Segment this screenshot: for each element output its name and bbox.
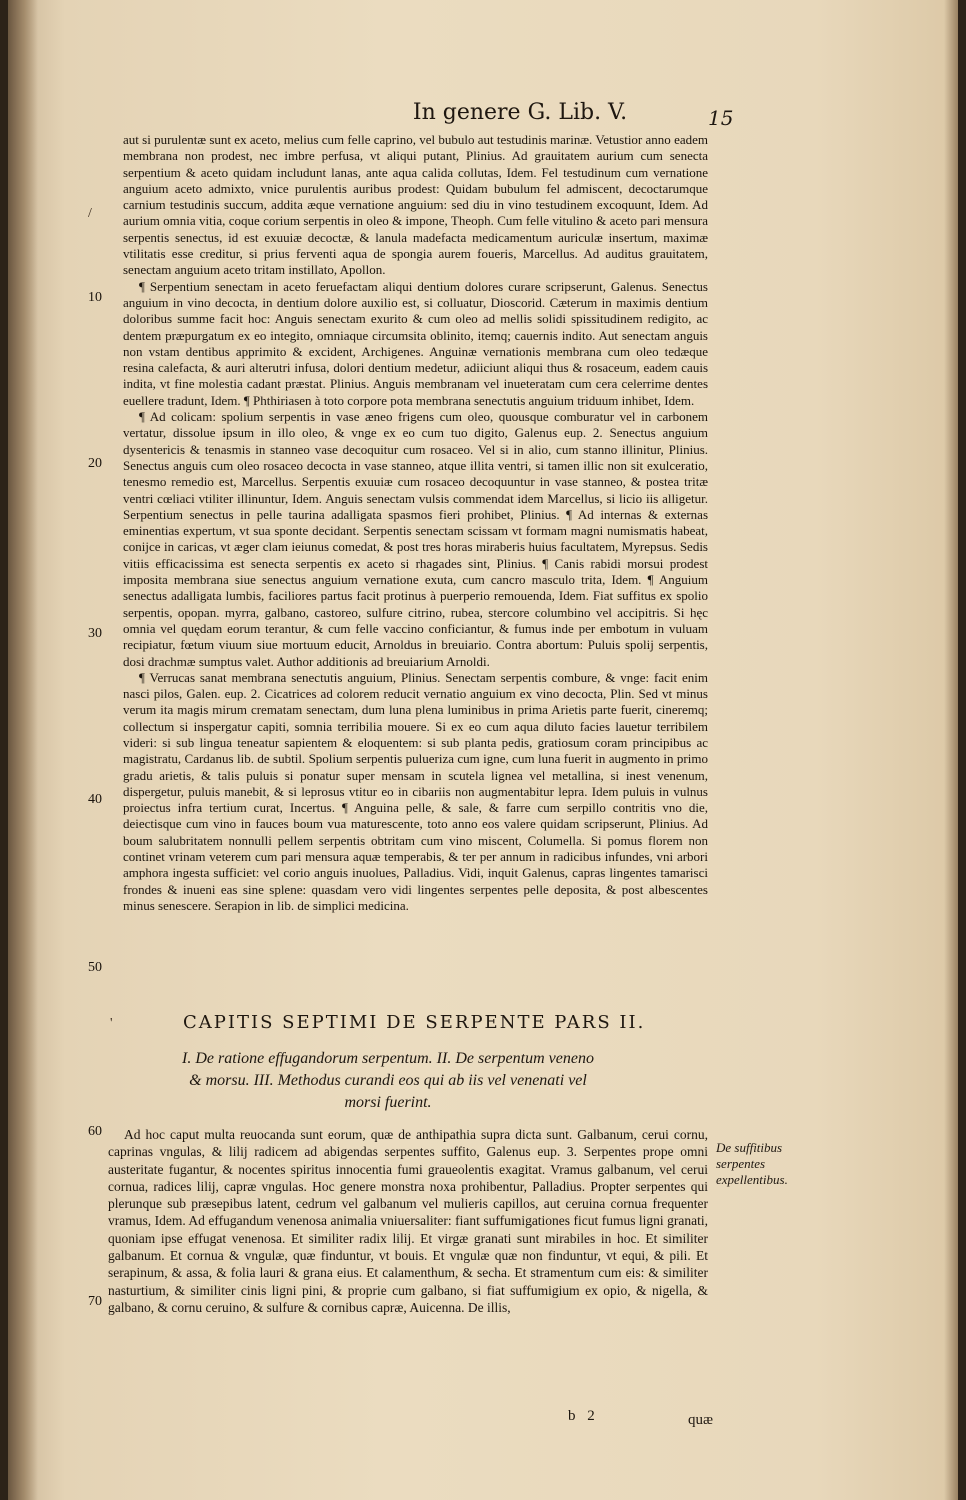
chapter-text <box>108 1126 708 1316</box>
margin-mark: / <box>88 206 92 221</box>
book-page <box>8 0 958 1500</box>
line-number-70: 70 <box>88 1294 102 1309</box>
paragraph-warts-remedies: ¶ Verrucas sanat membrana senectutis anguium, Plinius. Senectam serpentis combure, & vnge: facit enim nasci pilos, Galen. eup. 2. Cicatrices ad colorem reducit vernatio anguium ex vino decocta, Plin. Sed vt minus verum ita magis mirum crematam senectam, dum luna plena luminibus in prima Arietis parte fuerit, cineremq; collectum si inspergatur capiti, somnia terribilia mouere. Si ex eo cum aqua diluto facies lauetur terribilem videri: si sub lingua teneatur sapientem & eloquentem: si sub planta pedis, gratiosum coram principibus ac magistratu, Cardanus lib. de subtil. Spolium serpentis pulueriza cum igne, cum luna fuerit in augmento in primo gradu arietis, & talis puluis si ponatur super mensam in scutela lignea vel metallina, si inest venenum, dispergetur, puluis manebit, & si leprosus vtitur eo in cibariis non augmentabitur lepra. Idem puluis in vulnus proiectus infra tertium curat, Incertus. ¶ Anguina pelle, & sale, & farre cum serpillo contritis vno die, deiectisque cum vino in fauces boum vua maturescente, toto anno eos valere quidam scripserunt, Plinius. Ad boum salubritatem nonnulli pellem serpentis obtritam cum vino miscent, Columella. Si pomus florem non continet vrinam veterem cum pari mensura aquæ temperabis, & ter per annum in radicibus infundes, vni arbori amphora ingesta sufficiet: vel corio anguis inuolues, Palladius. Vidi, inquit Galenus, capras lingentes tamarisci frondes & inueni eas sine splene: quasdam vero vidi lingentes serpentes pelle deposita, & post albescentes minus senescere. Serapion in lib. de simplici medicina. <box>123 669 708 913</box>
running-header: In genere G. Lib. V. <box>412 100 628 125</box>
page-edge <box>944 0 958 1500</box>
chapter-heading: CAPITIS SEPTIMI DE SERPENTE PARS II. <box>183 1012 646 1033</box>
chapter-subtitle: I. De ratione effugandorum serpentum. II. De serpentum veneno & morsu. III. Methodus curandi eos qui ab iis vel venenati vel morsi fuerint. <box>182 1050 594 1111</box>
line-number-60: 60 <box>88 1124 102 1139</box>
line-number-10: 10 <box>88 290 102 305</box>
line-number-30: 30 <box>88 626 102 641</box>
paragraph-fumigation: Ad hoc caput multa reuocanda sunt eorum, quæ de anthipathia supra dicta sunt. Galbanum, cerui cornu, caprinas vngulas, & lilij radicem ad abigendas serpentes suffito, Galenus eup. 3. Serpentes prope omni austeritate fugantur, & nocentes spiritus innocentia fumi graueolentis exagitat. Vramus galbanum, vel cerui cornua, radices lilij, capræ vngulas. Hoc genere monstra noxa prohibentur, Palladius. Propter serpentes qui plerunque sub præsepibus latent, cedrum vel galbanum vel mulieris capillos, aut ceruina cornua frequenter vramus, Idem. Ad effugandum venenosa animalia vniuersaliter: fiant suffumigationes ficut fumus ligni granati, quoniam ipse effugat venenosa. Et similiter radix lilij. Et virgæ granati sunt mirabiles in hoc. Et similiter galbanum. Et cornua & vngulæ, quæ finduntur, vt bouis. Et vngulæ quæ non finduntur, vt equi, & pili. Et serapinum, & assa, & folia lauri & grana eius. Et calamenthum, & secha. Et stramentum cum eis: & similiter nasturtium, & similiter cinis ligni pini, & proprie cum galbano, si fiat suffumigium ex opio, & nigella, & galbano, & cornu ceruino, & sulfure & cornibus capræ, Auicenna. De illis, <box>108 1127 708 1315</box>
line-number-40: 40 <box>88 792 102 807</box>
line-number-20: 20 <box>88 456 102 471</box>
catchword: quæ <box>688 1412 714 1428</box>
page-number: 15 <box>708 106 734 130</box>
paragraph-ear-remedies: aut si purulentæ sunt ex aceto, melius cum felle caprino, vel bubulo aut testudinis marinæ. Vetustior anno eadem membrana non prodest, nec imbre perfusa, vt aliqui putant, Plinius. Ad grauitatem aurium cum senecta serpentium & aceto quidam includunt lanas, ante aqua calida collutas, Idem. Fel testudinum cum vernatione anguium aceto admixto, vnice purulentis auribus prodest: Quidam bubulum fel admiscent, decoctarumque carnium testudinis succum, addita æque vernatione anguium: sed diu in vino testudinem excoquunt, Idem. Ad aurium omnia vitia, coque corium serpentis in oleo & impone, Theoph. Cum felle vitulino & aceto pari mensura serpentis senectus, id est exuuiæ decoctæ, & lanula madefacta medicamentum auriculæ insertum, maximæ vtilitatis esse creditur, si prius ferventi aqua de spongia aurem foueris, Marcellus. Ad auditus grauitatem, senectam anguium aceto tritam instillato, Apollon. <box>123 132 708 278</box>
signature-mark: b 2 <box>568 1408 595 1424</box>
line-number-50: 50 <box>88 960 102 975</box>
page-gutter <box>8 0 38 1500</box>
marginal-note: De suffitibus serpentes expellentibus. <box>716 1140 788 1187</box>
paragraph-colic-remedies: ¶ Ad colicam: spolium serpentis in vase æneo frigens cum oleo, quousque comburatur vel in carbonem vertatur, dissolue ipsum in illo oleo, & vnge ex eo cum tuo digito, Galenus eup. 2. Senectus anguium dysentericis & tenasmis in stanneo vase decoquitur cum rosaceo. Vel si in alio, cum stanno illinitur, Plinius. Senectus anguis cum oleo rosaceo decocta in vase stanneo, atque illita ventri, si tamen illic non sit exulceratio, tenesmo remedio est, Marcellus. Serpentis exuuiæ cum rosaceo decoquuntur in vase stanneo, & postea tritæ ventri cœliaci vtiliter illinuntur, Idem. Anguis senectam vulsis commendat idem Marcellus, si licio iis alligetur. Serpentium senectus in pelle taurina adalligata spasmos fieri prohibet, Plinius. ¶ Ad internas & externas eminentias expertum, vt sua sponte decidant. Serpentis senectam scissam vt formam magni numismatis habeat, conijce in caricas, vt æger clam ieiunus comedat, & post tres horas miraberis huius facultatem, Myrepsus. Sedis vitiis efficacissima est senecta serpentis ex aceto si rhagades sint, Plinius. ¶ Canis rabidi morsui prodest imposita membrana siue senectus anguium vernatione exuta, cum cancro masculo trita, Idem. ¶ Anguium senectus adalligata lumbis, faciliores partus facit protinus à puerperio remouenda, Idem. Fiat suffitus ex spolio serpentis, opopan. myrra, galbano, castoreo, sulfure citrino, rubea, stercore columbino vel accipitris. Si hęc omnia vel quędam eorum terantur, & cum felle vaccino conficiantur, & fumus inde per embotum in vuluam recipiatur, fœtum viuum siue mortuum educit, Arnoldus in breuiario. Contra abortum: Puluis spolij serpentis, dosi drachmæ sumptus valet. Author additionis ad breuiarium Arnoldi. <box>123 409 708 669</box>
main-text <box>123 132 708 914</box>
paragraph-dental-remedies: ¶ Serpentium senectam in aceto feruefactam aliqui dentium dolores curare scripserunt, Galenus. Senectus anguium in vino decocta, in dentium dolore auxilio est, si colluatur, Dioscorid. Cæterum in maximis dentium doloribus summe facit hoc: Anguis senectam exurito & cum oleo ad mellis solidi spissitudinem redigito, ac dentem præpurgatum ex eo integito, omniaque circumsita oblinito, itemq; cauernis indito. Aut senectam anguis non vstam dentibus apprimito & excident, Archigenes. Anguinæ vernationis membrana cum oleo tedæque resina calefacta, & auri alterutri infusa, dolori dentium medetur, adiiciunt aliqui thus & rosaceum, eadem cauis indita, vt fine molestia cadant præstat. Plinius. Anguis membranam vel inueteratam cum cera celerrime dentes euellere tradunt, Idem. ¶ Phthiriasen à toto corpore pota membrana senectutis anguium triduum inhibet, Idem. <box>123 278 708 408</box>
margin-mark: ' <box>110 1016 113 1031</box>
